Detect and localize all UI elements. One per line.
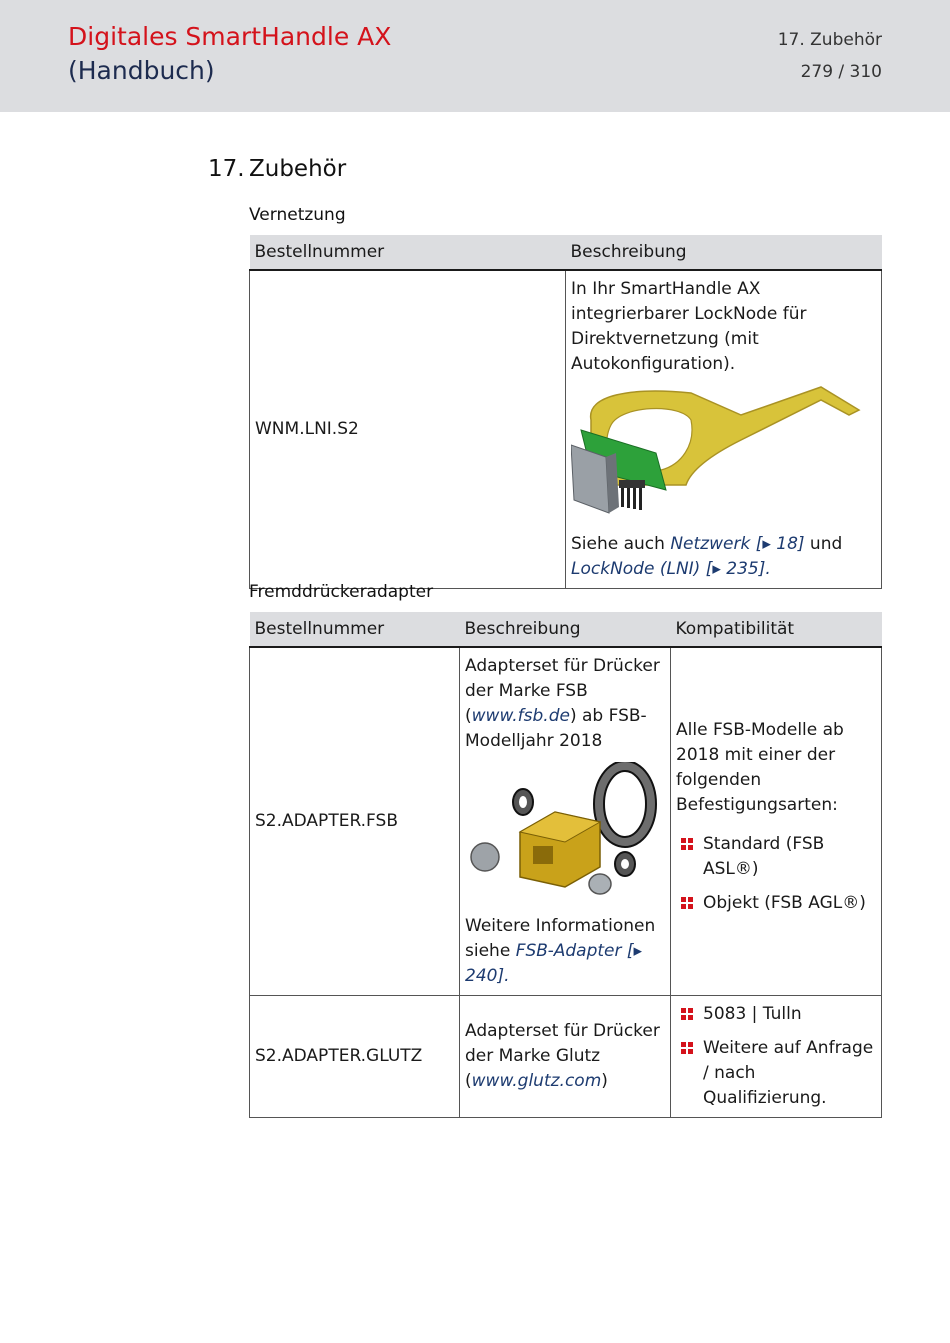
compatibility-cell: [671, 647, 882, 996]
order-number-cell: WNM.LNI.S2: [250, 270, 566, 589]
page-header: [0, 0, 950, 112]
adapter-table: [249, 612, 882, 1118]
chapter-label: 17. Zubehör: [777, 30, 882, 50]
description-text: In Ihr SmartHandle AX integrierbarer LockNode für Direktvernetzung (mit Autokonfiguration).: [571, 279, 807, 374]
description-text: [465, 1019, 665, 1094]
table-row: [250, 996, 882, 1118]
compatibility-list: [676, 832, 876, 916]
col-header-order: Bestellnummer: [250, 235, 566, 270]
list-item-text: Objekt (FSB AGL®): [703, 893, 866, 913]
order-number-cell: S2.ADAPTER.FSB: [250, 647, 460, 996]
red-square-bullet-icon: [681, 1042, 693, 1054]
desc-part-b: ) ab FSB-Modelljahr 2018: [465, 706, 647, 751]
more-info-line: [465, 914, 665, 989]
compatibility-list: [676, 1002, 876, 1111]
list-item-text: 5083 | Tulln: [703, 1004, 802, 1024]
section-number: 17.: [208, 156, 245, 182]
link-fsb-website[interactable]: www.fsb.de: [471, 706, 570, 726]
see-also-end: .: [765, 559, 771, 579]
more-info-end: .: [504, 966, 510, 986]
red-square-bullet-icon: [681, 897, 693, 909]
table-header-row: [250, 235, 882, 270]
fsb-adapter-set-image: [465, 762, 665, 902]
table-row: [250, 270, 882, 589]
vernetzung-table: [249, 235, 882, 589]
section-title: Zubehör: [249, 156, 347, 182]
list-item: [676, 1002, 876, 1027]
description-cell: [460, 996, 671, 1118]
link-glutz-website[interactable]: www.glutz.com: [471, 1071, 602, 1091]
description-cell: [566, 270, 882, 589]
list-item-text: Standard (FSB ASL®): [703, 834, 825, 879]
col-header-description: Beschreibung: [460, 612, 671, 647]
link-locknode[interactable]: LockNode (LNI) [▸ 235]: [571, 559, 766, 579]
compatibility-cell: [671, 996, 882, 1118]
list-item: [676, 891, 876, 916]
manual-subtitle: (Handbuch): [68, 56, 215, 85]
link-netzwerk[interactable]: Netzwerk [▸ 18]: [670, 534, 805, 554]
red-square-bullet-icon: [681, 1008, 693, 1020]
locknode-board-image: [571, 385, 871, 520]
list-item: [676, 1036, 876, 1111]
col-header-compatibility: Kompatibilität: [671, 612, 882, 647]
description-cell: [460, 647, 671, 996]
table-header-row: [250, 612, 882, 647]
compatibility-text: Alle FSB-Modelle ab 2018 mit einer der folgenden Befestigungsarten:: [676, 720, 844, 815]
more-info-prefix: Weitere Informationen siehe: [465, 916, 656, 961]
desc-part-a: Adapterset für Drücker der Marke FSB (: [465, 656, 660, 726]
list-item-text: Weitere auf Anfrage / nach Qualifizierung.: [703, 1038, 874, 1108]
manual-title: Digitales SmartHandle AX: [68, 22, 392, 51]
page-number: 279 / 310: [800, 62, 882, 82]
see-also-and: und: [804, 534, 843, 554]
order-number-cell: S2.ADAPTER.GLUTZ: [250, 996, 460, 1118]
desc-part-a: Adapterset für Drücker der Marke Glutz (: [465, 1021, 660, 1091]
desc-part-b: ): [601, 1071, 608, 1091]
list-item: [676, 832, 876, 882]
section-heading: [208, 156, 346, 182]
adapter-heading: Fremddrückeradapter: [249, 582, 434, 602]
col-header-order: Bestellnummer: [250, 612, 460, 647]
red-square-bullet-icon: [681, 838, 693, 850]
col-header-description: Beschreibung: [566, 235, 882, 270]
see-also-line: [571, 532, 876, 582]
vernetzung-heading: Vernetzung: [249, 205, 346, 225]
see-also-prefix: Siehe auch: [571, 534, 671, 554]
link-fsb-adapter[interactable]: FSB-Adapter [▸ 240]: [465, 941, 643, 986]
description-text: [465, 654, 665, 754]
table-row: [250, 647, 882, 996]
